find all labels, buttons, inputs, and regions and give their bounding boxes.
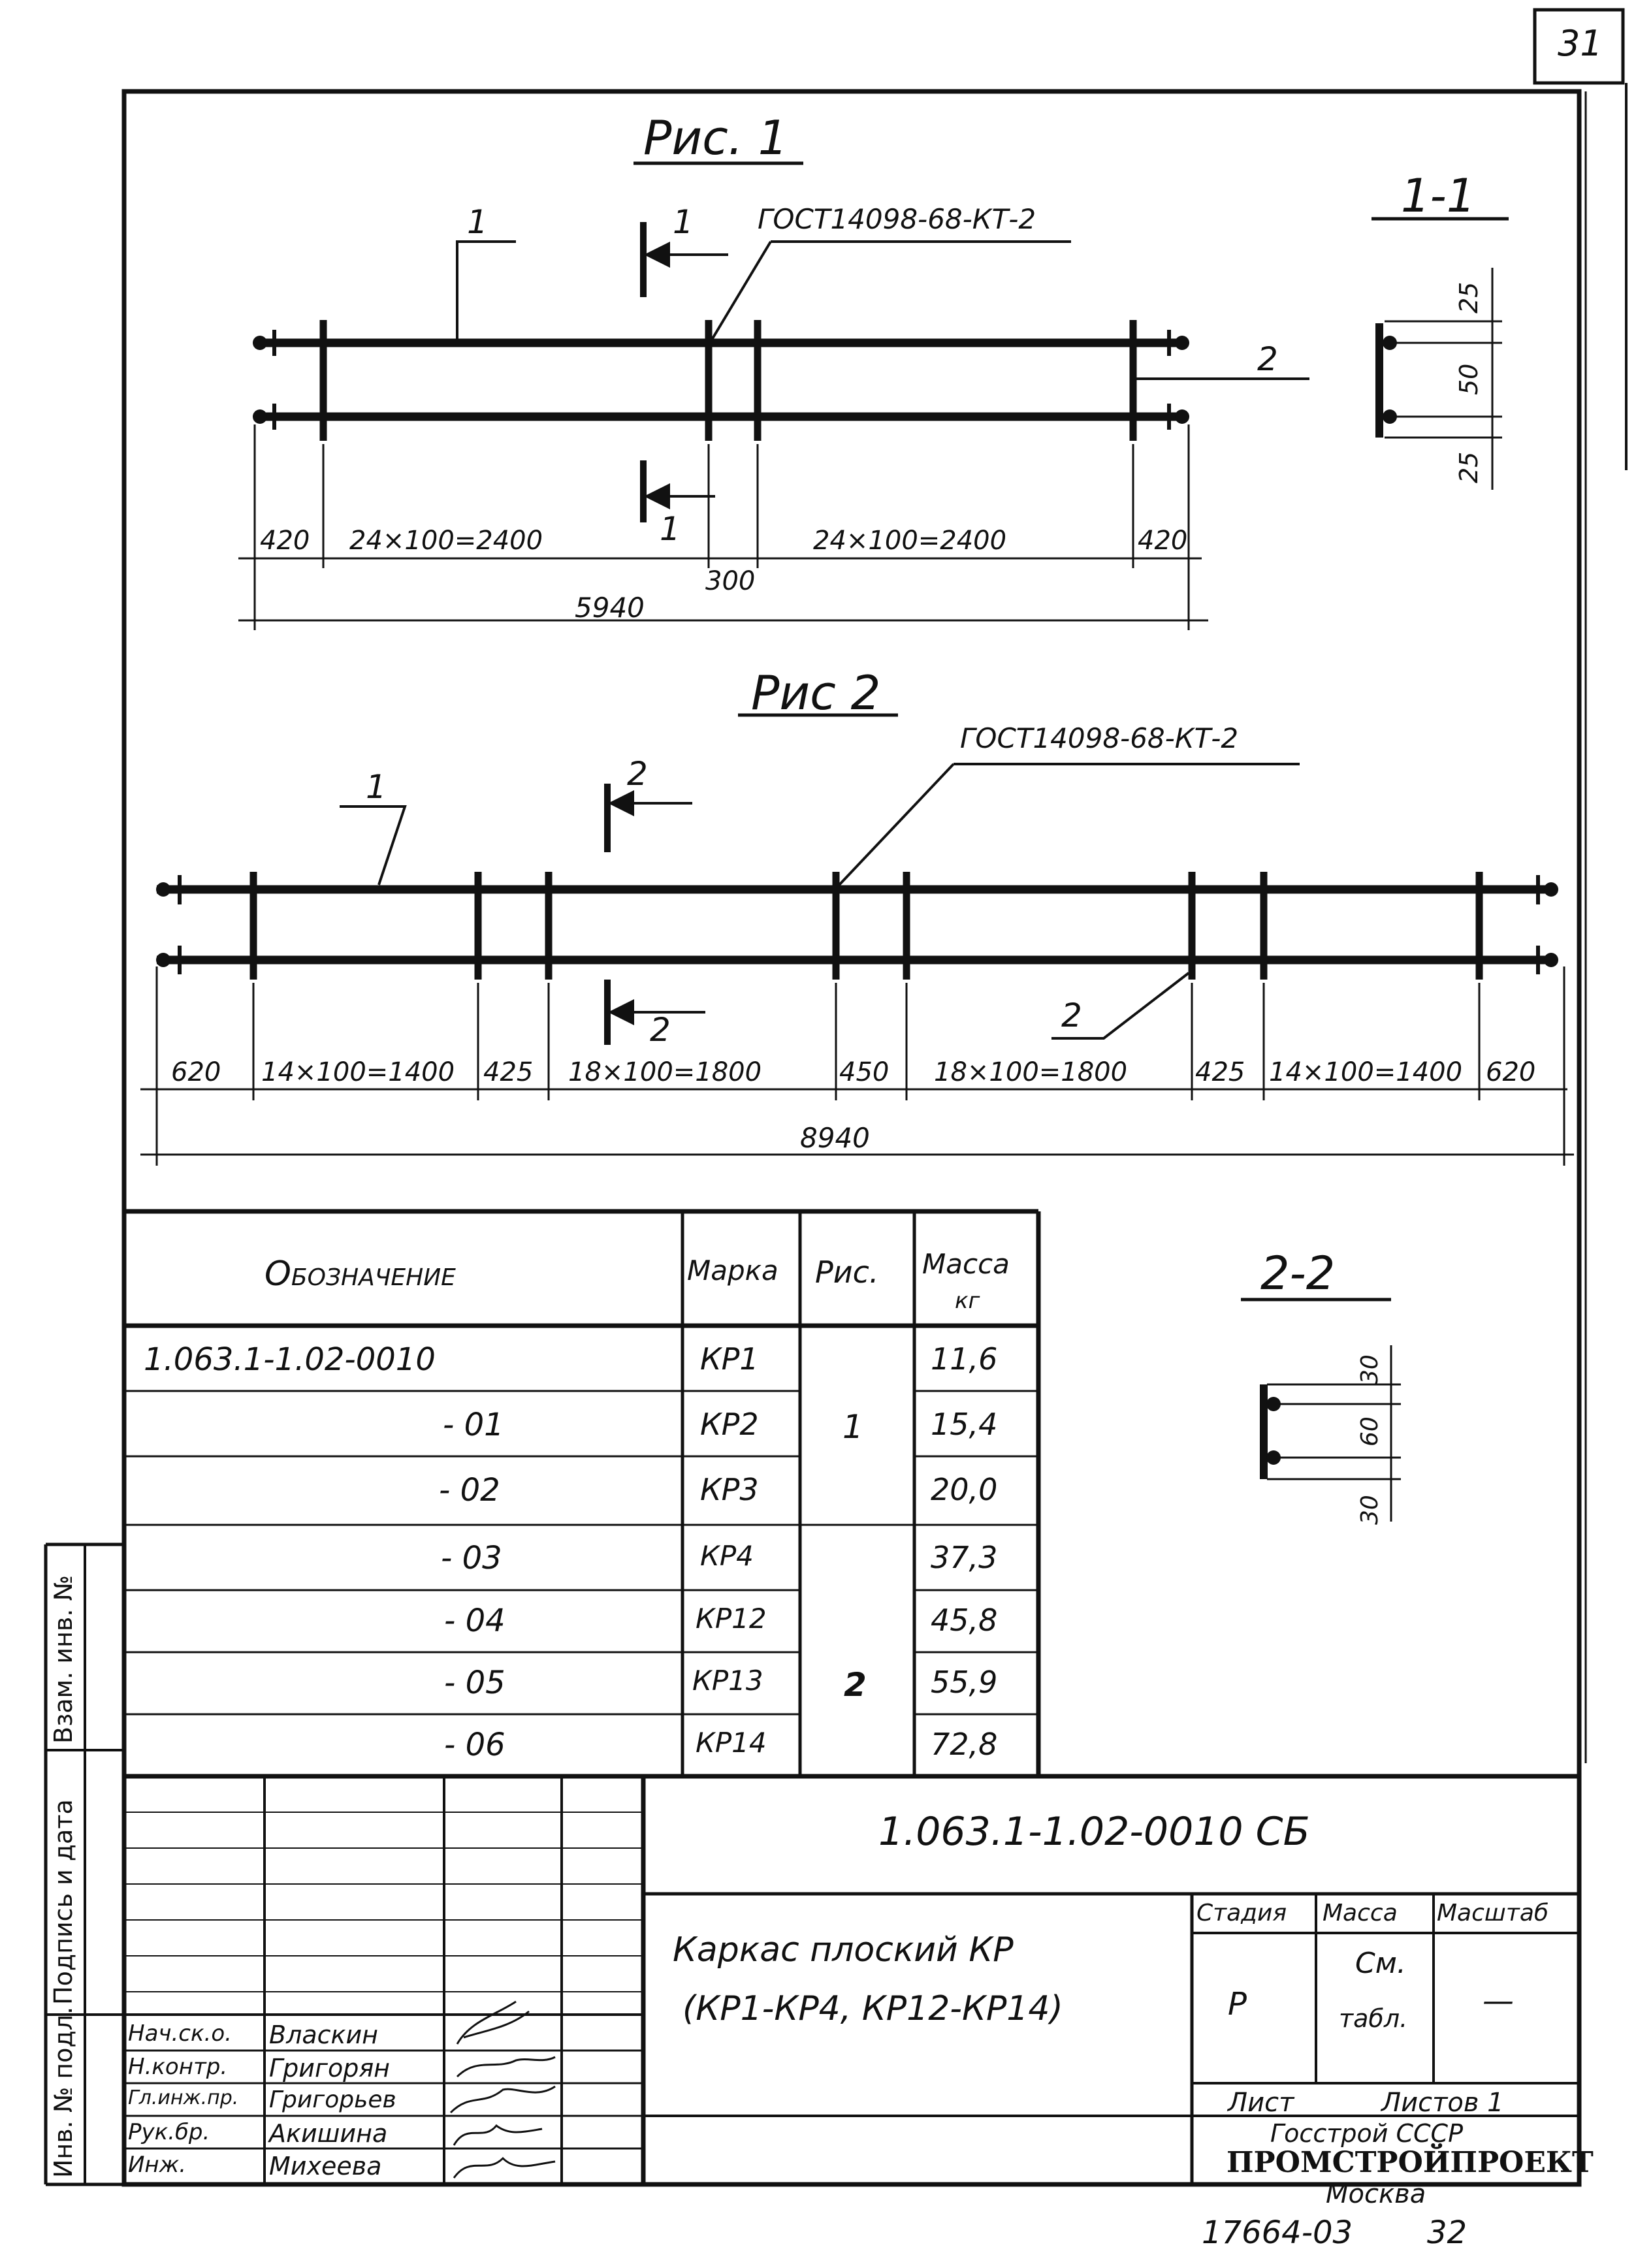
role-3: Гл.инж.пр. xyxy=(128,2086,239,2109)
signature-mikheeva xyxy=(454,2158,555,2178)
spec-header-fig: Рис. xyxy=(815,1254,879,1290)
signature-grigoryev xyxy=(451,2086,555,2113)
fig1-cut-label-bottom: 1 xyxy=(660,510,681,548)
fig2-dim-450: 450 xyxy=(839,1057,890,1087)
spec-row-6-mark: КР13 xyxy=(692,1665,763,1697)
section-1-1-drawing xyxy=(1371,219,1509,490)
fig2-dim-620-left: 620 xyxy=(171,1057,221,1087)
fig2-dim-1800-left: 18×100=1800 xyxy=(568,1057,762,1087)
spec-row-7-mark: КР14 xyxy=(696,1727,767,1759)
fig2-dim-620-right: 620 xyxy=(1486,1057,1536,1087)
doc-code: 1.063.1-1.02-0010 СБ xyxy=(878,1809,1310,1855)
section-1-1-dim-bottom: 25 xyxy=(1454,451,1483,483)
fig2-dim-1400-right: 14×100=1400 xyxy=(1269,1057,1463,1087)
spec-row-5-mass: 45,8 xyxy=(931,1603,998,1638)
drawing-frame xyxy=(124,83,1626,2184)
fig1-title: Рис. 1 xyxy=(643,110,788,165)
side-stamp-signature-date: Подпись и дата xyxy=(49,1799,78,2005)
name-1: Власкин xyxy=(269,2020,379,2049)
page-number: 31 xyxy=(1558,23,1603,64)
role-4: Рук.бр. xyxy=(128,2119,210,2145)
signature-vlaskin xyxy=(457,2002,529,2044)
section-2-2-title: 2-2 xyxy=(1260,1247,1336,1300)
signatures xyxy=(451,2002,555,2178)
doc-name-line1: Каркас плоский КР xyxy=(673,1930,1014,1970)
spec-header-designation: Обозначение xyxy=(265,1254,456,1294)
signature-grigoryan xyxy=(457,2057,555,2077)
spec-table-grid xyxy=(124,1211,1038,1776)
scale-value: — xyxy=(1483,1983,1514,2019)
fig2-label-2: 2 xyxy=(1061,997,1082,1034)
stage-header: Стадия xyxy=(1196,1900,1287,1926)
fig2-dim-425-left: 425 xyxy=(483,1057,534,1087)
name-2: Григорян xyxy=(269,2054,391,2083)
fig1-dim-span-left: 24×100=2400 xyxy=(349,526,543,556)
spec-row-1-designation: 1.063.1-1.02-0010 xyxy=(144,1341,436,1378)
name-3: Григорьев xyxy=(269,2086,396,2113)
spec-row-1-mark: КР1 xyxy=(700,1341,759,1377)
spec-header-mass: Масса xyxy=(922,1248,1010,1280)
section-2-2-dim-mid: 60 xyxy=(1356,1416,1383,1446)
org-line1: Госстрой СССР xyxy=(1270,2119,1464,2148)
spec-row-6-designation: - 05 xyxy=(444,1665,505,1701)
fig1-label-1: 1 xyxy=(467,203,488,241)
doc-name-line2: (КР1-КР4, КР12-КР14) xyxy=(682,1989,1063,2028)
spec-row-2-mark: КР2 xyxy=(700,1407,759,1442)
mass-value-line2: табл. xyxy=(1339,2004,1408,2033)
spec-row-5-mark: КР12 xyxy=(696,1603,767,1635)
spec-row-6-mass: 55,9 xyxy=(931,1665,998,1700)
signature-akishina xyxy=(454,2126,542,2145)
fig2-dim-425-right: 425 xyxy=(1195,1057,1245,1087)
role-1: Нач.ск.о. xyxy=(128,2020,232,2047)
side-stamp-inv-podl: Инв. № подл. xyxy=(49,2006,78,2178)
spec-row-2-mass: 15,4 xyxy=(931,1407,998,1442)
mass-header: Масса xyxy=(1323,1900,1398,1926)
fig2-dim-total: 8940 xyxy=(800,1122,870,1154)
fig1-dim-span-right: 24×100=2400 xyxy=(813,526,1007,556)
section-1-1-dim-mid: 50 xyxy=(1454,363,1483,395)
section-1-1-title: 1-1 xyxy=(1401,169,1476,223)
section-2-2-dim-bottom: 30 xyxy=(1356,1495,1383,1525)
section-2-2-drawing xyxy=(1241,1300,1401,1522)
fig1-label-2: 2 xyxy=(1257,340,1278,378)
fig1-dim-total: 5940 xyxy=(575,592,645,624)
side-stamp-vzam-inv: Взам. инв. № xyxy=(49,1574,78,1744)
fig2-drawing xyxy=(140,715,1574,1166)
spec-row-4-mark: КР4 xyxy=(700,1540,754,1572)
org-line2: ПРОМСТРОЙПРОЕКТ xyxy=(1227,2146,1594,2179)
spec-fig-group-1: 1 xyxy=(842,1408,863,1446)
spec-row-3-mass: 20,0 xyxy=(931,1472,998,1507)
role-2: Н.контр. xyxy=(128,2054,228,2080)
scale-header: Масштаб xyxy=(1437,1900,1549,1926)
section-1-1-dim-top: 25 xyxy=(1454,281,1483,313)
fig2-cut-label-top: 2 xyxy=(627,755,648,793)
spec-row-4-designation: - 03 xyxy=(441,1540,502,1576)
bottom-page-number: 32 xyxy=(1427,2214,1468,2251)
fig2-weld-note: ГОСТ14098-68-КТ-2 xyxy=(960,722,1239,754)
fig1-dim-420-right: 420 xyxy=(1138,526,1188,556)
fig1-weld-note: ГОСТ14098-68-КТ-2 xyxy=(758,203,1036,235)
bottom-doc-number: 17664-03 xyxy=(1202,2214,1353,2251)
stage-value: Р xyxy=(1228,1986,1247,2022)
fig2-cut-label-bottom: 2 xyxy=(650,1011,671,1049)
spec-row-7-designation: - 06 xyxy=(444,1727,505,1763)
spec-row-3-designation: - 02 xyxy=(439,1472,500,1509)
fig2-title: Рис 2 xyxy=(751,665,881,720)
fig2-dim-1800-right: 18×100=1800 xyxy=(934,1057,1128,1087)
fig1-dim-300: 300 xyxy=(705,566,756,596)
fig1-cut-label-top: 1 xyxy=(673,203,694,241)
name-5: Михеева xyxy=(269,2152,382,2180)
spec-header-mark: Марка xyxy=(687,1254,778,1286)
spec-header-mass-unit: кг xyxy=(955,1288,980,1314)
sheets-label: Листов 1 xyxy=(1381,2088,1504,2118)
role-5: Инж. xyxy=(128,2152,187,2178)
spec-fig-group-2: 2 xyxy=(844,1666,867,1704)
fig2-dim-1400-left: 14×100=1400 xyxy=(261,1057,455,1087)
spec-row-7-mass: 72,8 xyxy=(931,1727,998,1762)
spec-row-5-designation: - 04 xyxy=(444,1603,505,1639)
section-2-2-dim-top: 30 xyxy=(1356,1354,1383,1384)
spec-row-1-mass: 11,6 xyxy=(931,1341,998,1377)
fig2-label-1: 1 xyxy=(366,768,387,806)
name-4: Акишина xyxy=(269,2119,388,2148)
fig1-dim-420-left: 420 xyxy=(260,526,310,556)
spec-row-3-mark: КР3 xyxy=(700,1472,759,1507)
spec-row-4-mass: 37,3 xyxy=(931,1540,998,1575)
spec-row-2-designation: - 01 xyxy=(443,1407,504,1443)
sheet-label: Лист xyxy=(1228,2088,1294,2118)
mass-value-line1: См. xyxy=(1355,1947,1406,1980)
org-line3: Москва xyxy=(1326,2179,1426,2209)
